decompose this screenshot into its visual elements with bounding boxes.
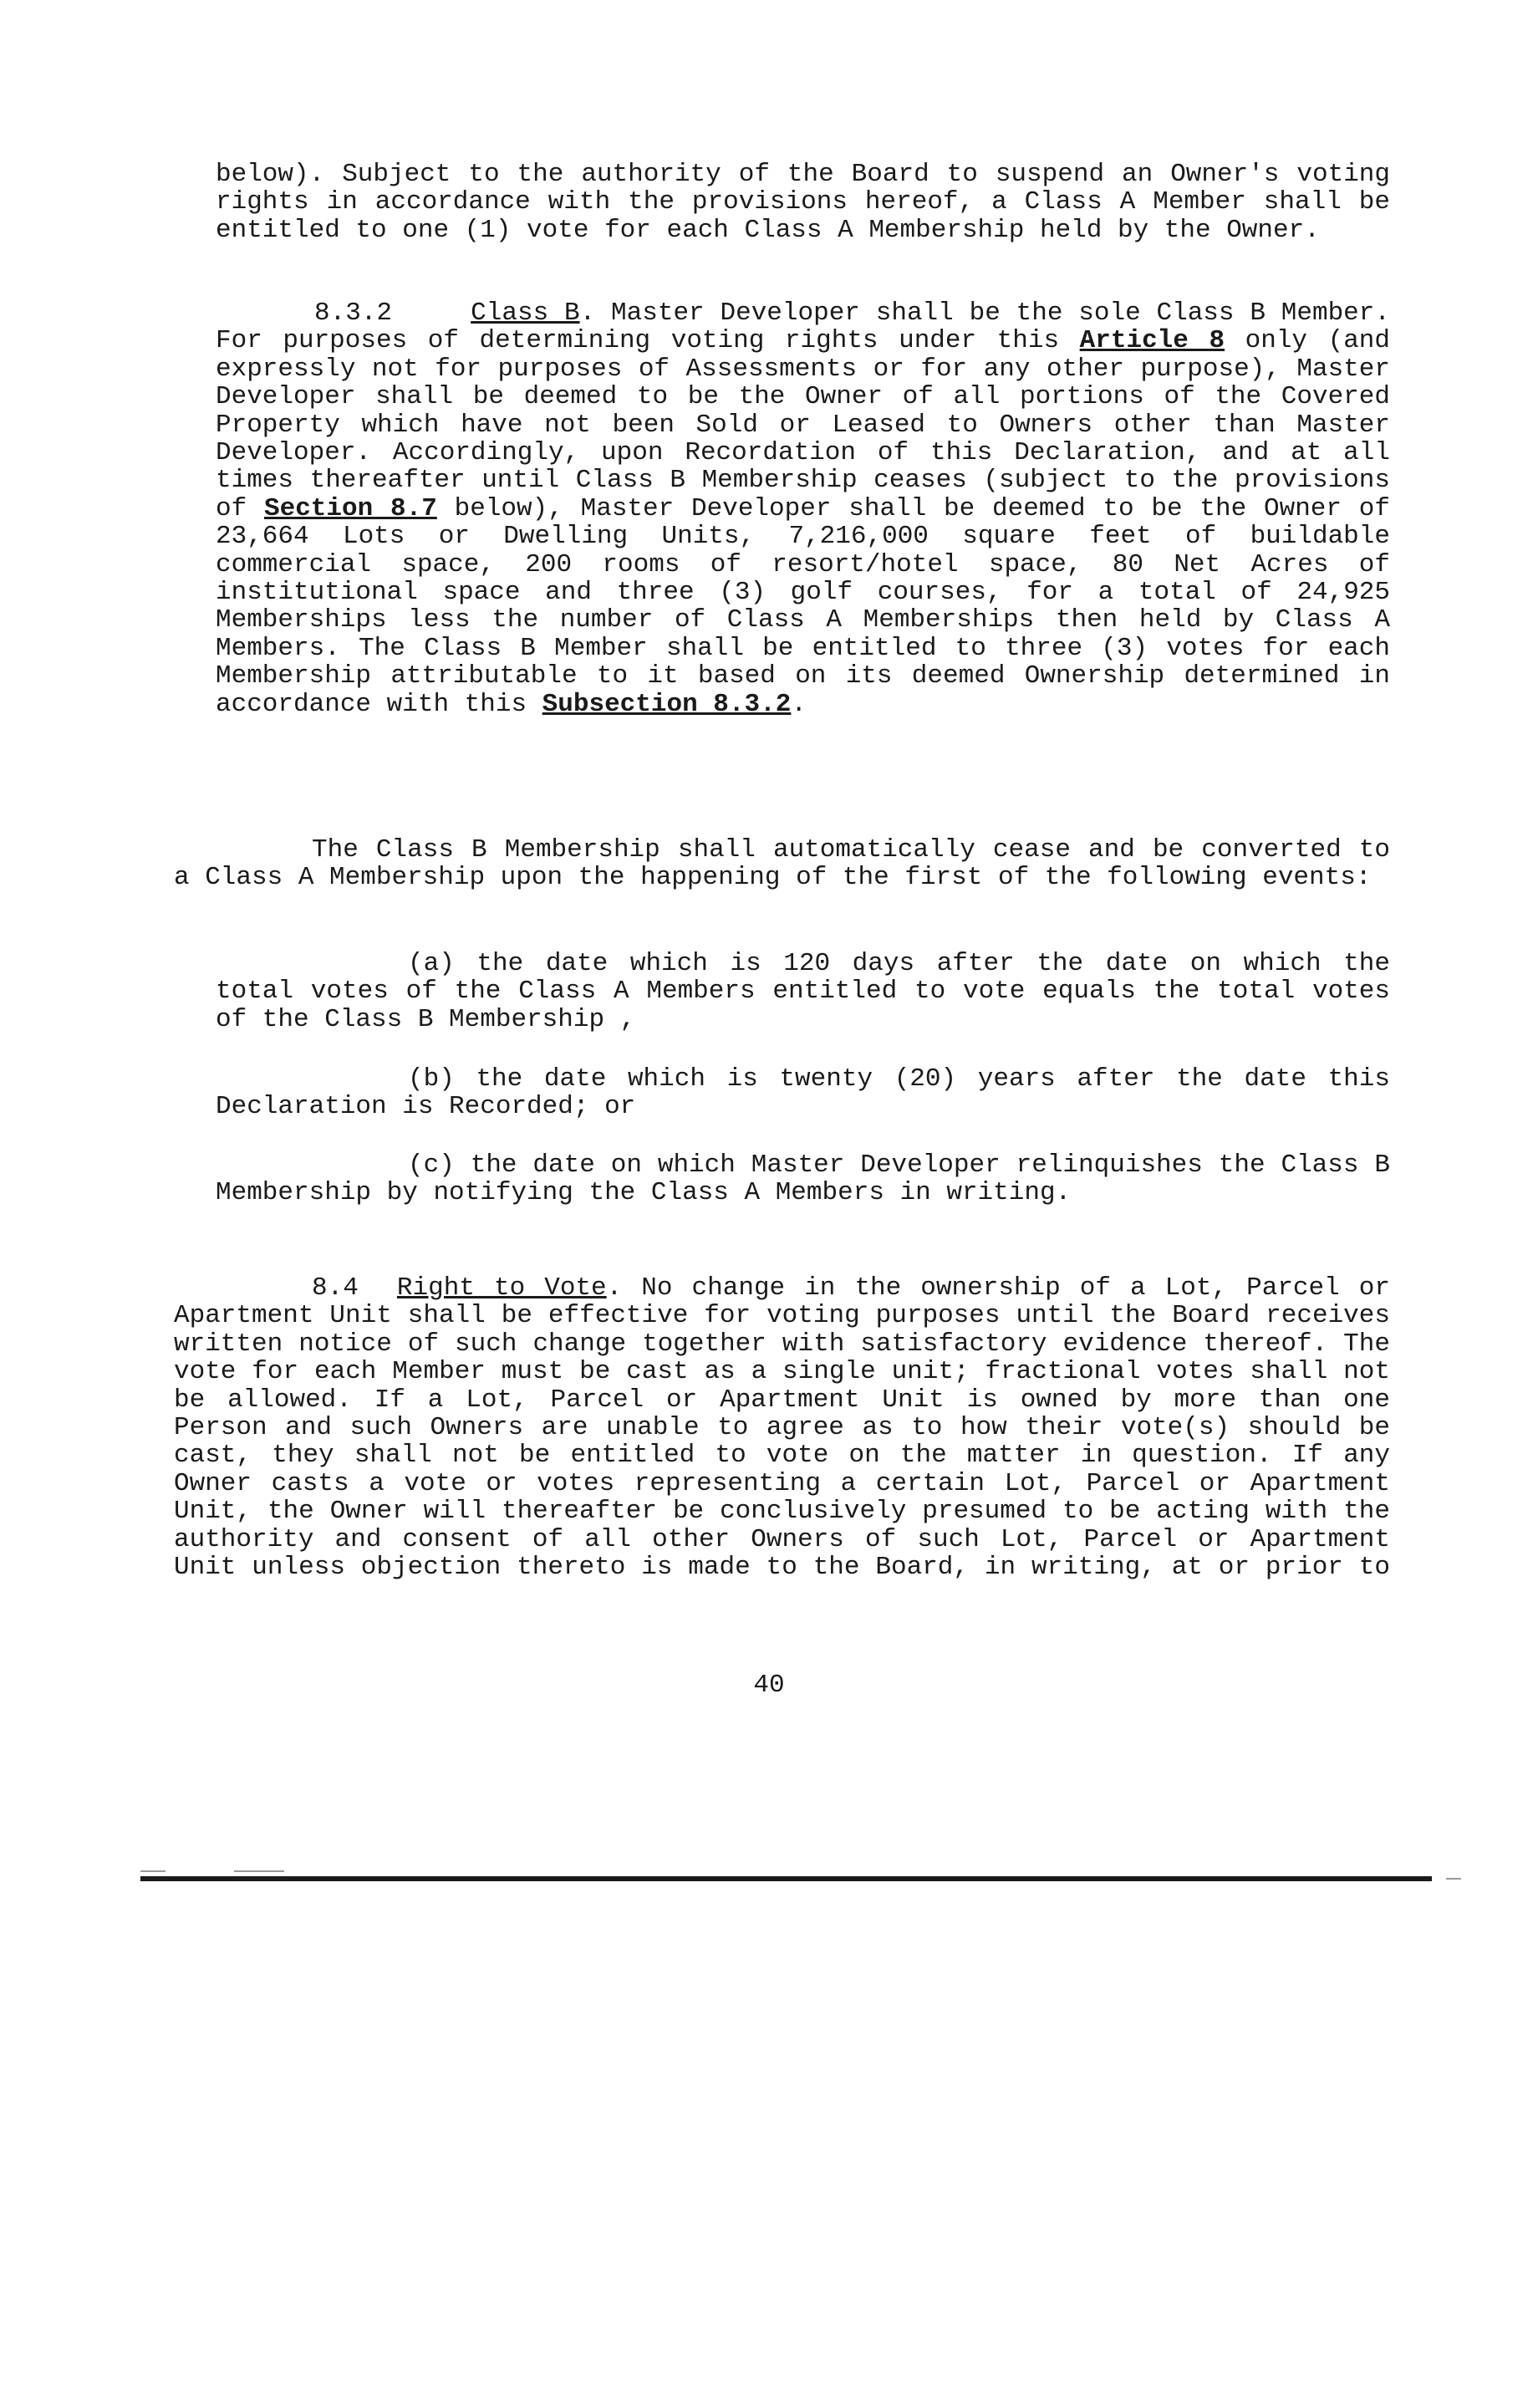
subsection-reference: Subsection 8.3.2 <box>542 689 792 719</box>
event-b: (b) the date which is twenty (20) years after the date this Declaration is Recorded; or <box>216 1064 1390 1122</box>
section-number: 8.3.2 <box>314 298 393 328</box>
event-a: (a) the date which is 120 days after the date on which the total votes of the Class A Members entitled to vote equals the total votes of the Class B Membership , <box>216 949 1390 1034</box>
section-text: . Master Developer shall be the sole Class B Member. For purposes of determining voting rights under this <box>216 298 1390 356</box>
section-text: only (and expressly not for purposes of Assessments or for any other purpose), Master Developer shall be deemed to be the Owner of all portions of the Covered Property which have not been Sold or Leased to Owners other than Master Developer. Accordingly, upon Recordation of this Declaration, and at all times thereafter until Class B Membership ceases (subject to the provisions of <box>216 326 1390 523</box>
event-c: (c) the date on which Master Developer relinquishes the Class B Membership by notifying the Class A Members in writing. <box>216 1150 1390 1208</box>
section-reference: Section 8.7 <box>264 493 437 523</box>
section-text: . No change in the ownership of a Lot, Parcel or Apartment Unit shall be effective for voting purposes until the Board receives written notice of such change together with satisfactory evidence thereof. The vote for each Member must be cast as a single unit; fractional votes shall not be allowed. If a Lot, Parcel or Apartment Unit is owned by more than one Person and such Owners are unable to agree as to how their vote(s) should be cast, they shall not be entitled to vote on the matter in question. If any Owner casts a vote or votes representing a certain Lot, Parcel or Apartment Unit, the Owner will thereafter be conclusively presumed to be acting with the authority and consent of all other Owners of such Lot, Parcel or Apartment Unit unless objection thereto is made to the Board, in writing, at or prior to <box>174 1273 1390 1583</box>
scan-line-faint <box>140 1870 166 1872</box>
section-number: 8.4 <box>312 1273 359 1303</box>
paragraph-8-4 <box>174 1274 1390 1581</box>
section-heading: Right to Vote <box>396 1273 607 1303</box>
horizontal-rule <box>140 1876 1432 1881</box>
section-text: below), Master Developer shall be deemed to be the Owner of 23,664 Lots or Dwelling Units, 7,216,000 square feet of buildable commercial space, 200 rooms of resort/hotel space, 80 Net Acres of institutional space and three (3) golf courses, for a total of 24,925 Memberships less the number of Class A Memberships then held by Class A Members. The Class B Member shall be entitled to three (3) votes for each Membership attributable to it based on its deemed Ownership determined in accordance with this <box>216 493 1391 719</box>
section-text: . <box>791 689 807 719</box>
section-heading: Class B <box>471 298 580 328</box>
scan-line-faint <box>234 1870 284 1872</box>
page-number: 40 <box>753 1671 785 1700</box>
scan-line-faint <box>1446 1878 1461 1880</box>
paragraph-8-3-2 <box>216 299 1390 718</box>
paragraph-intro: below). Subject to the authority of the Board to suspend an Owner's voting rights in accordance with the provisions hereof, a Class A Member shall be entitled to one (1) vote for each Class A Membership held by the Owner. <box>216 160 1390 245</box>
article-reference: Article 8 <box>1079 326 1225 356</box>
paragraph-cessation: The Class B Membership shall automatically cease and be converted to a Class A Membership upon the happening of the first of the following events: <box>174 835 1390 893</box>
